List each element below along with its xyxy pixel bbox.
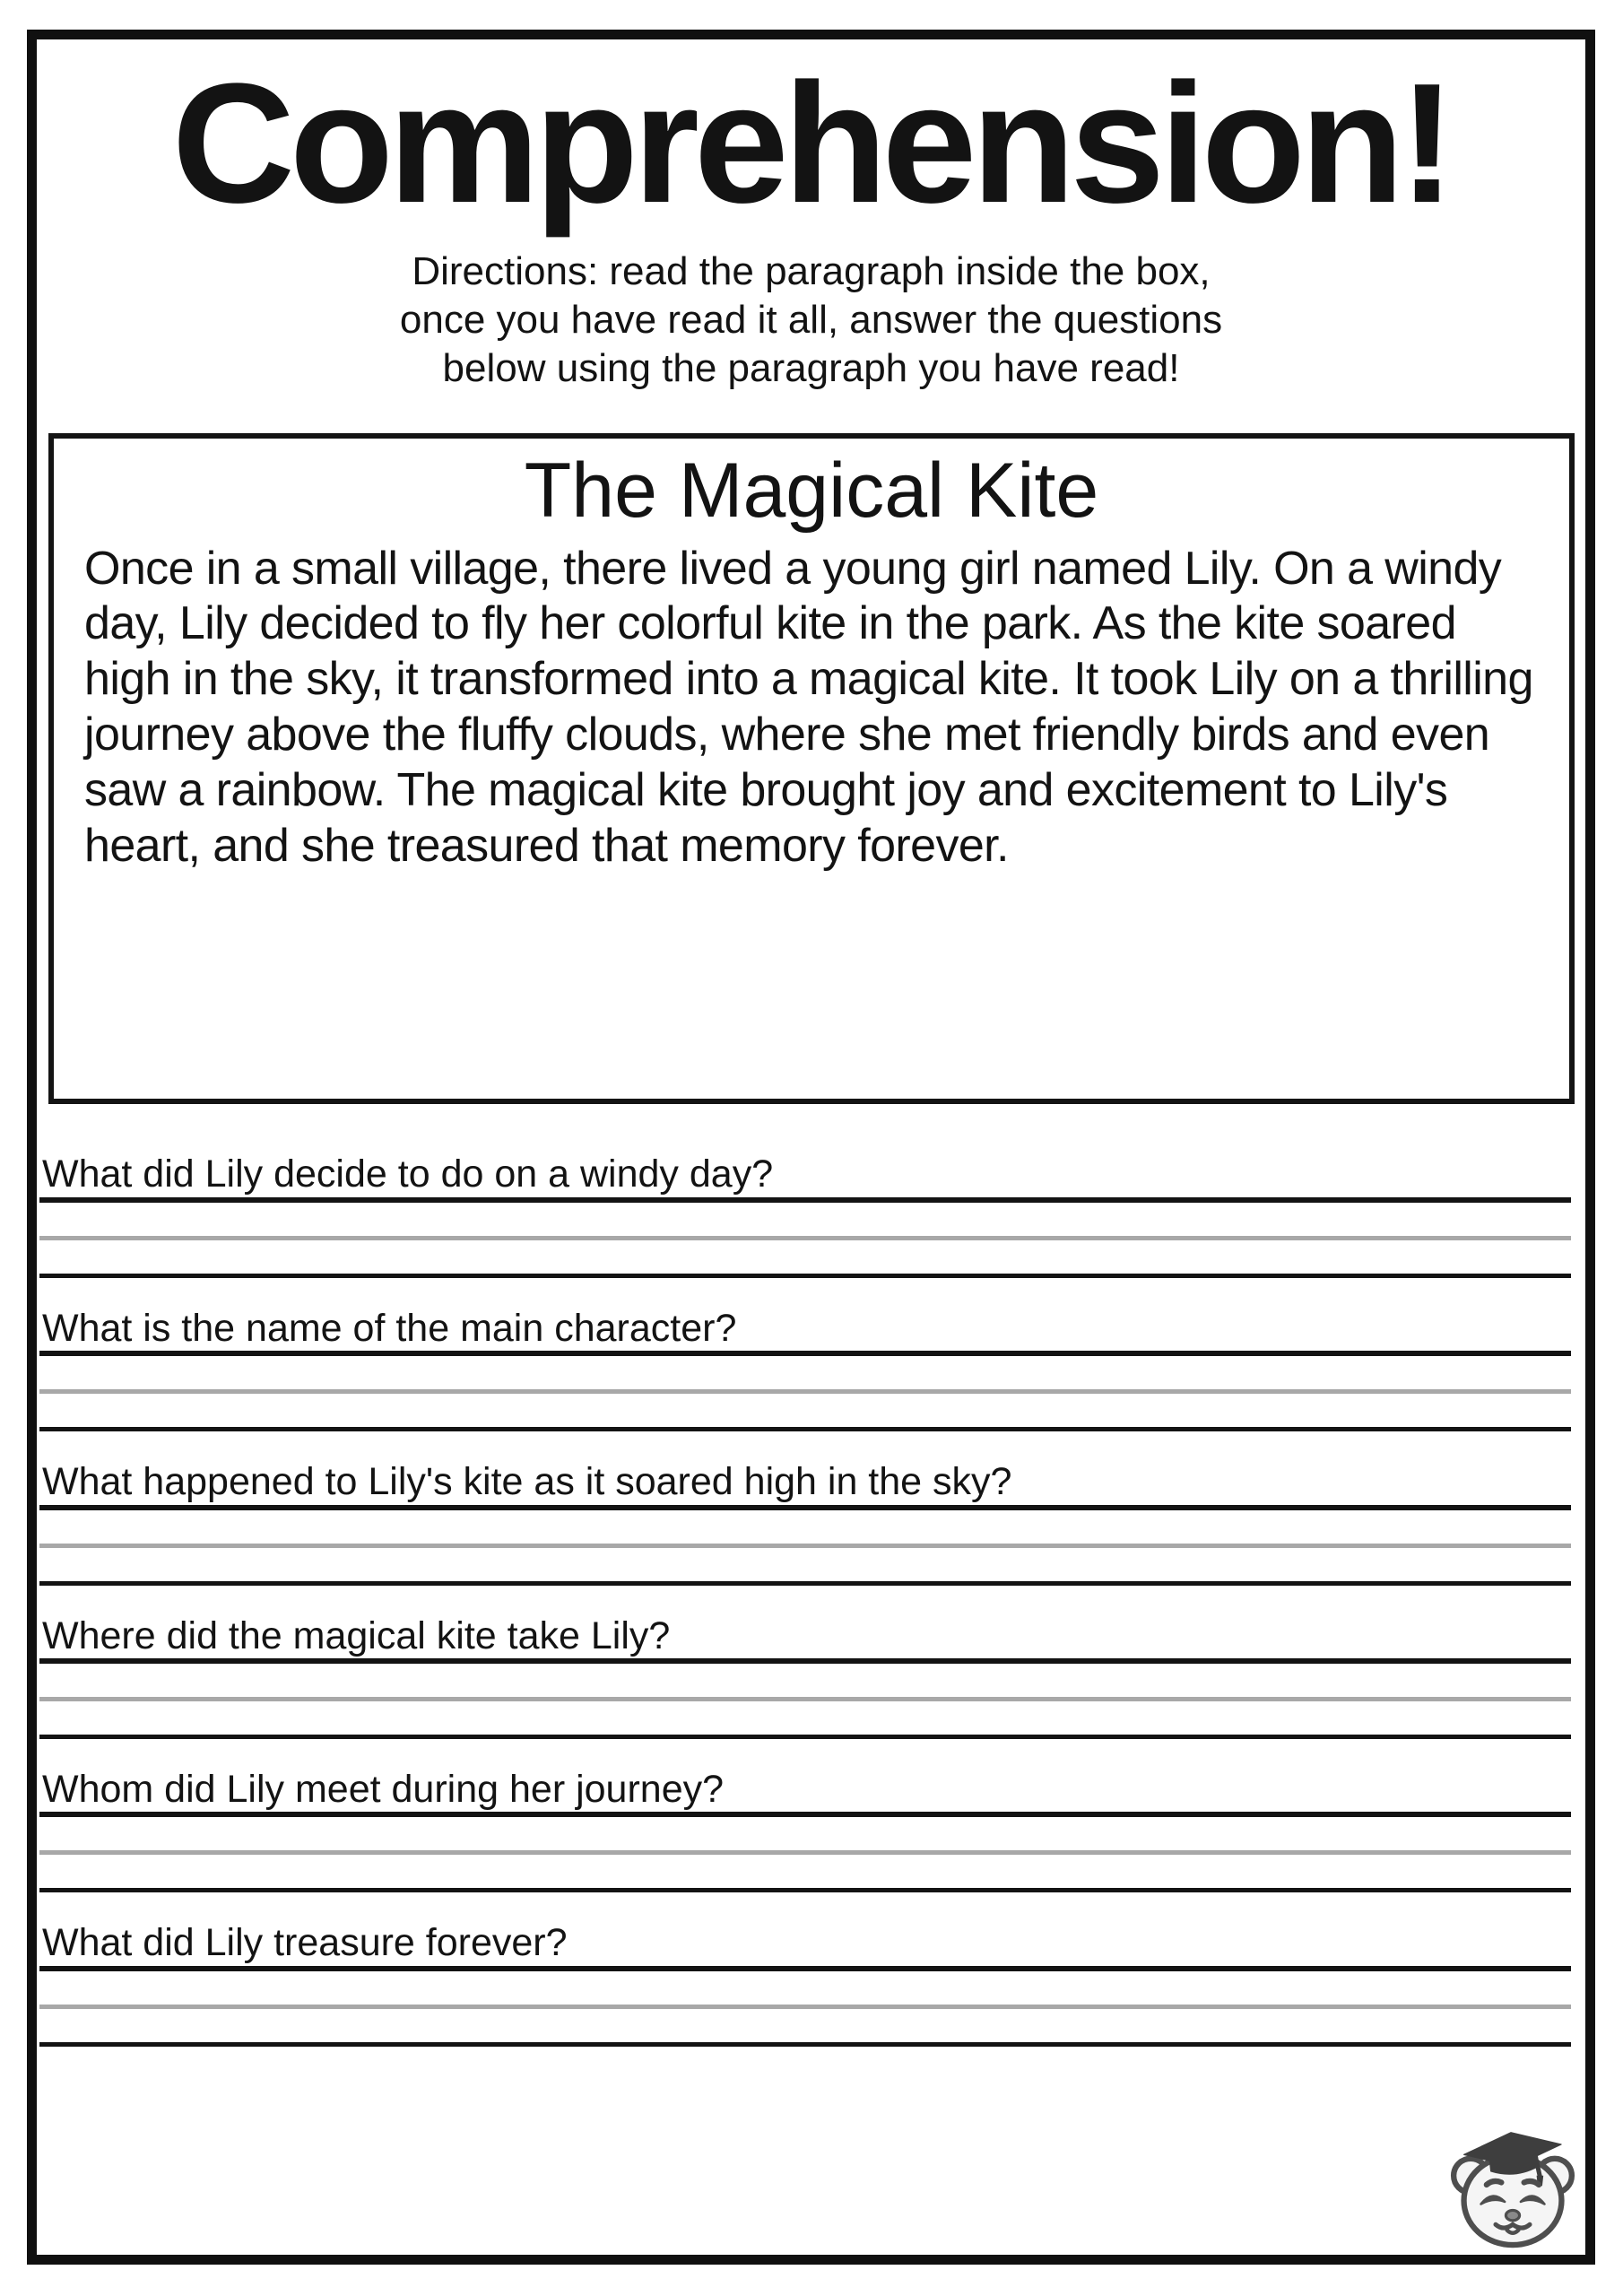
answer-line [39, 1236, 1571, 1240]
question-text: Whom did Lily meet during her journey? [39, 1769, 1571, 1817]
answer-line [39, 2042, 1571, 2047]
question-block [39, 1461, 1571, 1585]
directions [37, 248, 1585, 392]
answer-line [39, 2005, 1571, 2009]
question-block [39, 1615, 1571, 1739]
passage-text: Once in a small village, there lived a young girl named Lily. On a windy day, Lily decided to fly her colorful kite in the park. As the kite soared high in the sky, it transformed into a magical kite. It took Lily on a thrilling journey above the fluffy clouds, where she met friendly birds and even saw a rainbow. The magical kite brought joy and excitement to Lily's heart, and she treasured that memory forever. [84, 542, 1533, 872]
answer-line [39, 1389, 1571, 1394]
answer-line [39, 1697, 1571, 1701]
answer-line [39, 1888, 1571, 1892]
question-block [39, 1922, 1571, 2046]
question-block [39, 1153, 1571, 1277]
worksheet-frame [27, 30, 1595, 2265]
directions-line: below using the paragraph you have read! [442, 345, 1180, 390]
question-text: What happened to Lily's kite as it soared high in the sky? [39, 1461, 1571, 1509]
question-block [39, 1308, 1571, 1431]
directions-line: Directions: read the paragraph inside the box, [412, 249, 1211, 294]
passage-box [48, 433, 1575, 1104]
question-text: Where did the magical kite take Lily? [39, 1615, 1571, 1664]
answer-line [39, 1581, 1571, 1586]
directions-line: once you have read it all, answer the questions [399, 297, 1223, 342]
page-title: Comprehension! [171, 48, 1451, 239]
questions-section [39, 1153, 1571, 2047]
question-text: What did Lily treasure forever? [39, 1922, 1571, 1970]
passage-title: The Magical Kite [524, 448, 1099, 535]
answer-line [39, 1735, 1571, 1739]
answer-line [39, 1274, 1571, 1278]
panda-graduate-icon [1445, 2126, 1581, 2253]
answer-line [39, 1544, 1571, 1548]
question-text: What is the name of the main character? [39, 1308, 1571, 1356]
question-block [39, 1769, 1571, 1892]
question-text: What did Lily decide to do on a windy day? [39, 1153, 1571, 1202]
answer-line [39, 1427, 1571, 1431]
answer-line [39, 1850, 1571, 1855]
